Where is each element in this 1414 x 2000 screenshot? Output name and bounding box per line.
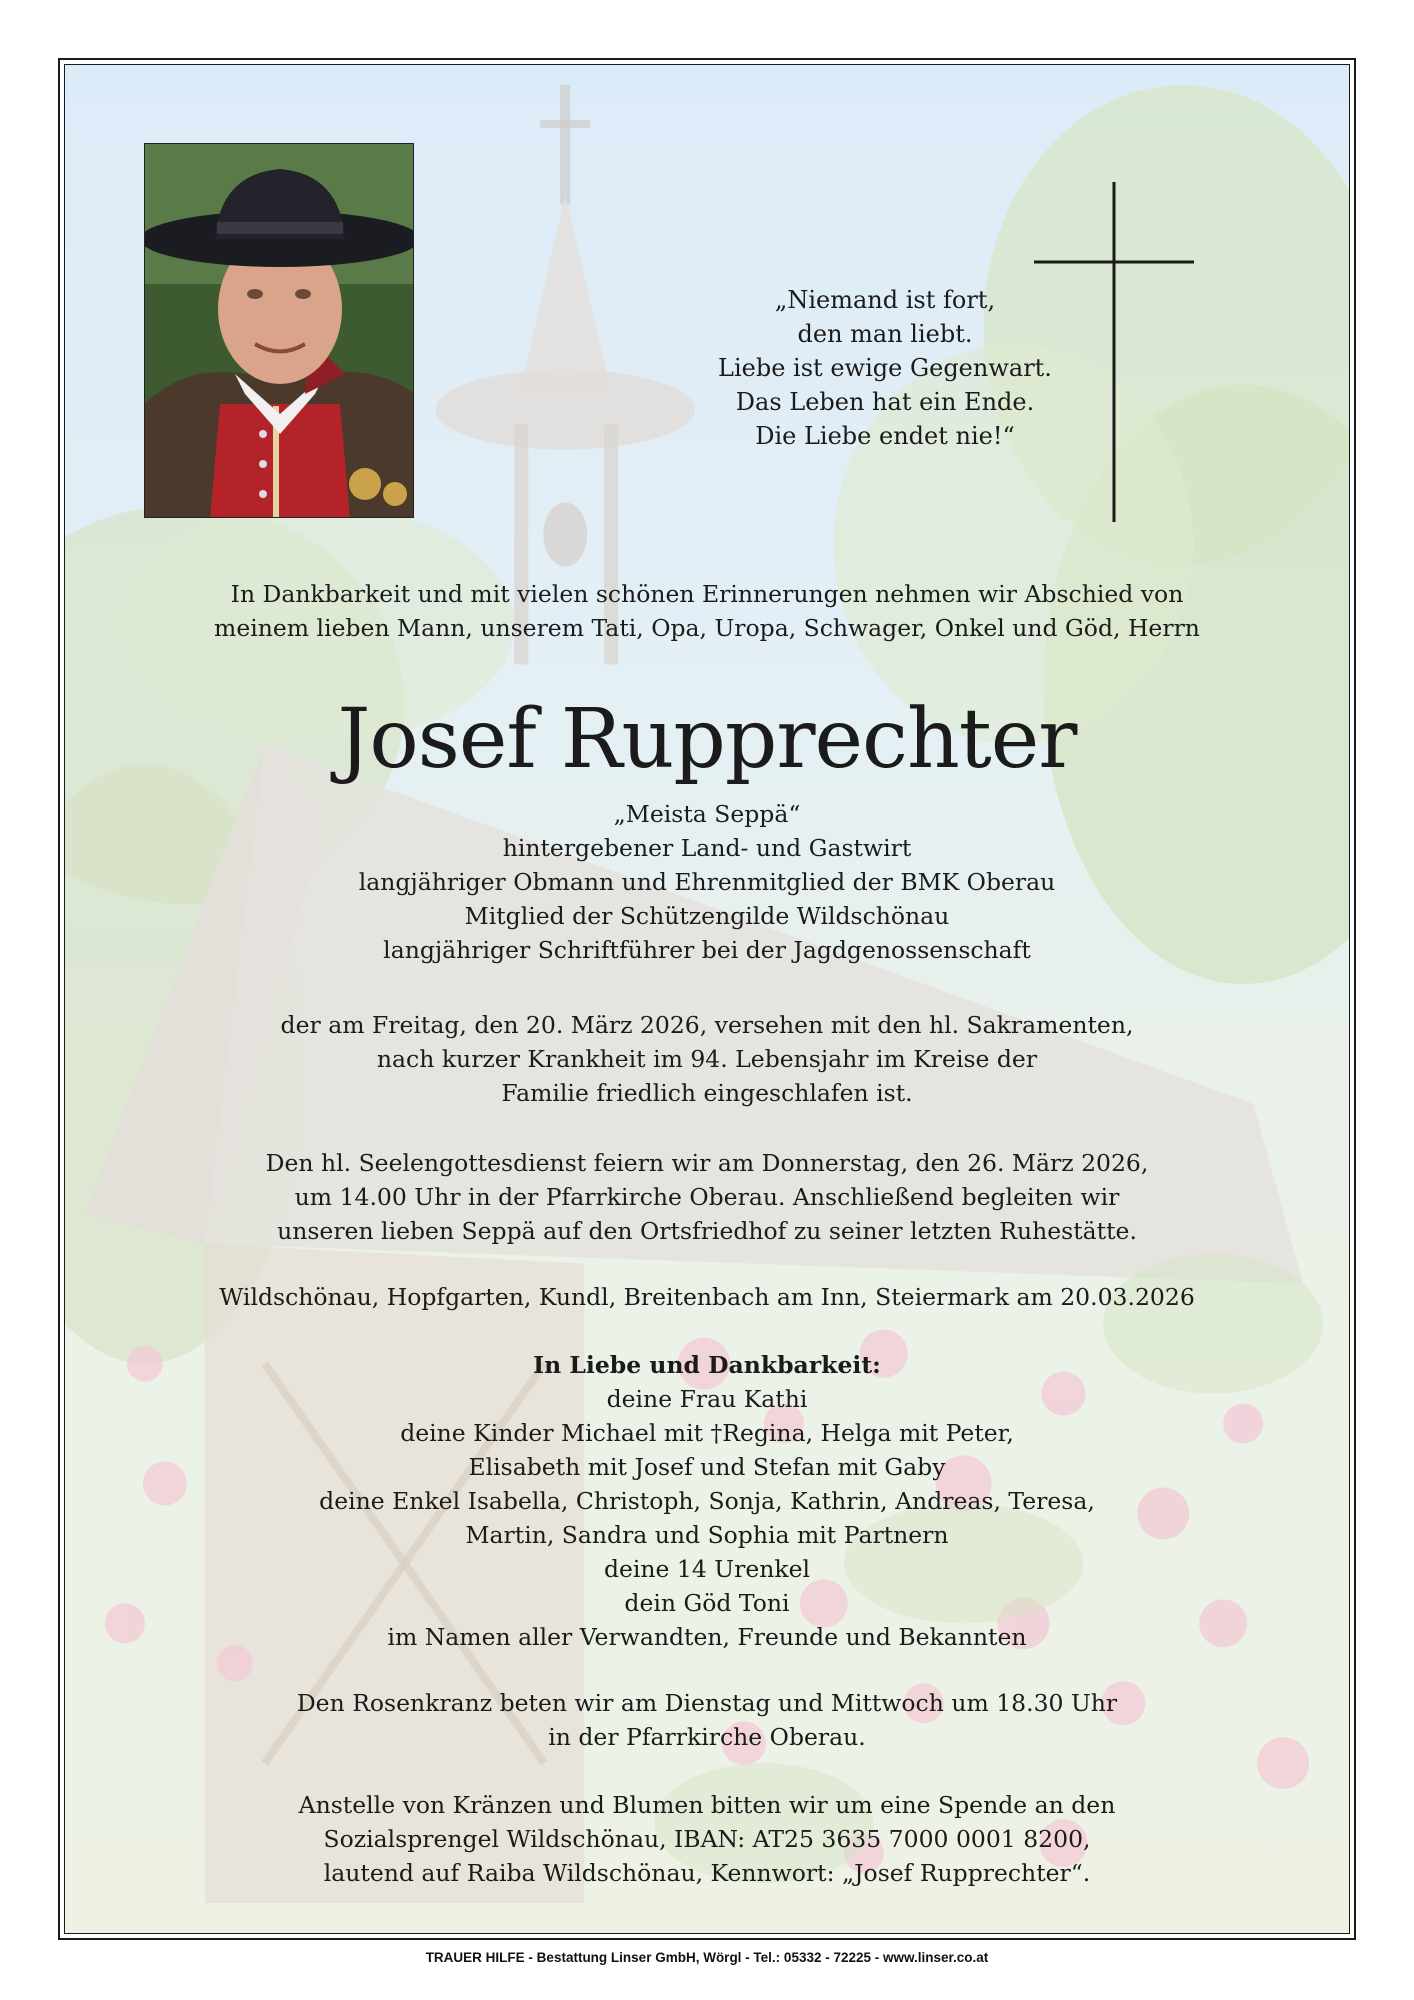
mourners-heading: In Liebe und Dankbarkeit: <box>533 1351 881 1379</box>
portrait-photo <box>144 143 414 518</box>
memorial-quote <box>650 283 1120 453</box>
title-line: langjähriger Obmann und Ehrenmitglied der BMK Oberau <box>358 868 1056 896</box>
mourner-line: Martin, Sandra und Sophia mit Partnern <box>465 1521 949 1549</box>
title-line: „Meista Seppä“ <box>613 800 801 828</box>
quote-line: „Niemand ist fort, <box>774 286 996 314</box>
mourner-line: deine Frau Kathi <box>606 1385 808 1413</box>
place-date-line: Wildschönau, Hopfgarten, Kundl, Breitenbach am Inn, Steiermark am 20.03.2026 <box>219 1283 1195 1311</box>
donation-line: Sozialsprengel Wildschönau, IBAN: AT25 3635 7000 0001 8200, <box>323 1825 1091 1853</box>
rosary-line: Den Rosenkranz beten wir am Dienstag und Mittwoch um 18.30 Uhr <box>296 1689 1118 1717</box>
notice-line: Familie friedlich eingeschlafen ist. <box>501 1079 913 1107</box>
mourner-line: deine 14 Urenkel <box>603 1555 811 1583</box>
intro-line: meinem lieben Mann, unserem Tati, Opa, Uropa, Schwager, Onkel und Göd, Herrn <box>214 614 1200 642</box>
quote-line: Liebe ist ewige Gegenwart. <box>718 354 1052 382</box>
donation-line: lautend auf Raiba Wildschönau, Kennwort: „Josef Rupprechter“. <box>323 1859 1091 1887</box>
mourner-line: dein Göd Toni <box>624 1589 790 1617</box>
funeral-line: Den hl. Seelengottesdienst feiern wir am Donnerstag, den 26. März 2026, <box>265 1149 1149 1177</box>
intro-text <box>150 577 1264 645</box>
notice-line: der am Freitag, den 20. März 2026, versehen mit den hl. Sakramenten, <box>280 1011 1134 1039</box>
funeral-home-footer: TRAUER HILFE - Bestattung Linser GmbH, Wörgl - Tel.: 05332 - 72225 - www.linser.co.at <box>425 1950 989 1965</box>
mourner-line: im Namen aller Verwandten, Freunde und Bekannten <box>387 1623 1027 1651</box>
title-line: langjähriger Schriftführer bei der Jagdgenossenschaft <box>383 936 1031 964</box>
rosary-info <box>150 1686 1264 1754</box>
funeral-line: um 14.00 Uhr in der Pfarrkirche Oberau. Anschließend begleiten wir <box>294 1183 1120 1211</box>
donation-line: Anstelle von Kränzen und Blumen bitten wir um eine Spende an den <box>298 1791 1116 1819</box>
quote-line: Das Leben hat ein Ende. <box>735 388 1035 416</box>
intro-line: In Dankbarkeit und mit vielen schönen Erinnerungen nehmen wir Abschied von <box>230 580 1184 608</box>
mourner-line: deine Kinder Michael mit †Regina, Helga mit Peter, <box>400 1419 1014 1447</box>
notice-line: nach kurzer Krankheit im 94. Lebensjahr im Kreise der <box>376 1045 1038 1073</box>
mourner-line: deine Enkel Isabella, Christoph, Sonja, Kathrin, Andreas, Teresa, <box>319 1487 1095 1515</box>
place-and-date <box>150 1280 1264 1314</box>
rosary-line: in der Pfarrkirche Oberau. <box>548 1723 866 1751</box>
donation-info <box>150 1788 1264 1890</box>
mourner-line: Elisabeth mit Josef und Stefan mit Gaby <box>468 1453 946 1481</box>
mourners-list <box>150 1348 1264 1654</box>
quote-line: Die Liebe endet nie!“ <box>755 422 1015 450</box>
quote-line: den man liebt. <box>797 320 973 348</box>
funeral-details <box>150 1146 1264 1248</box>
funeral-line: unseren lieben Seppä auf den Ortsfriedhof zu seiner letzten Ruhestätte. <box>277 1217 1137 1245</box>
deceased-titles <box>150 797 1264 967</box>
title-line: hintergebener Land- und Gastwirt <box>502 834 912 862</box>
death-notice <box>150 1008 1264 1110</box>
title-line: Mitglied der Schützengilde Wildschönau <box>464 902 950 930</box>
deceased-name: Josef Rupprechter <box>337 692 1077 787</box>
